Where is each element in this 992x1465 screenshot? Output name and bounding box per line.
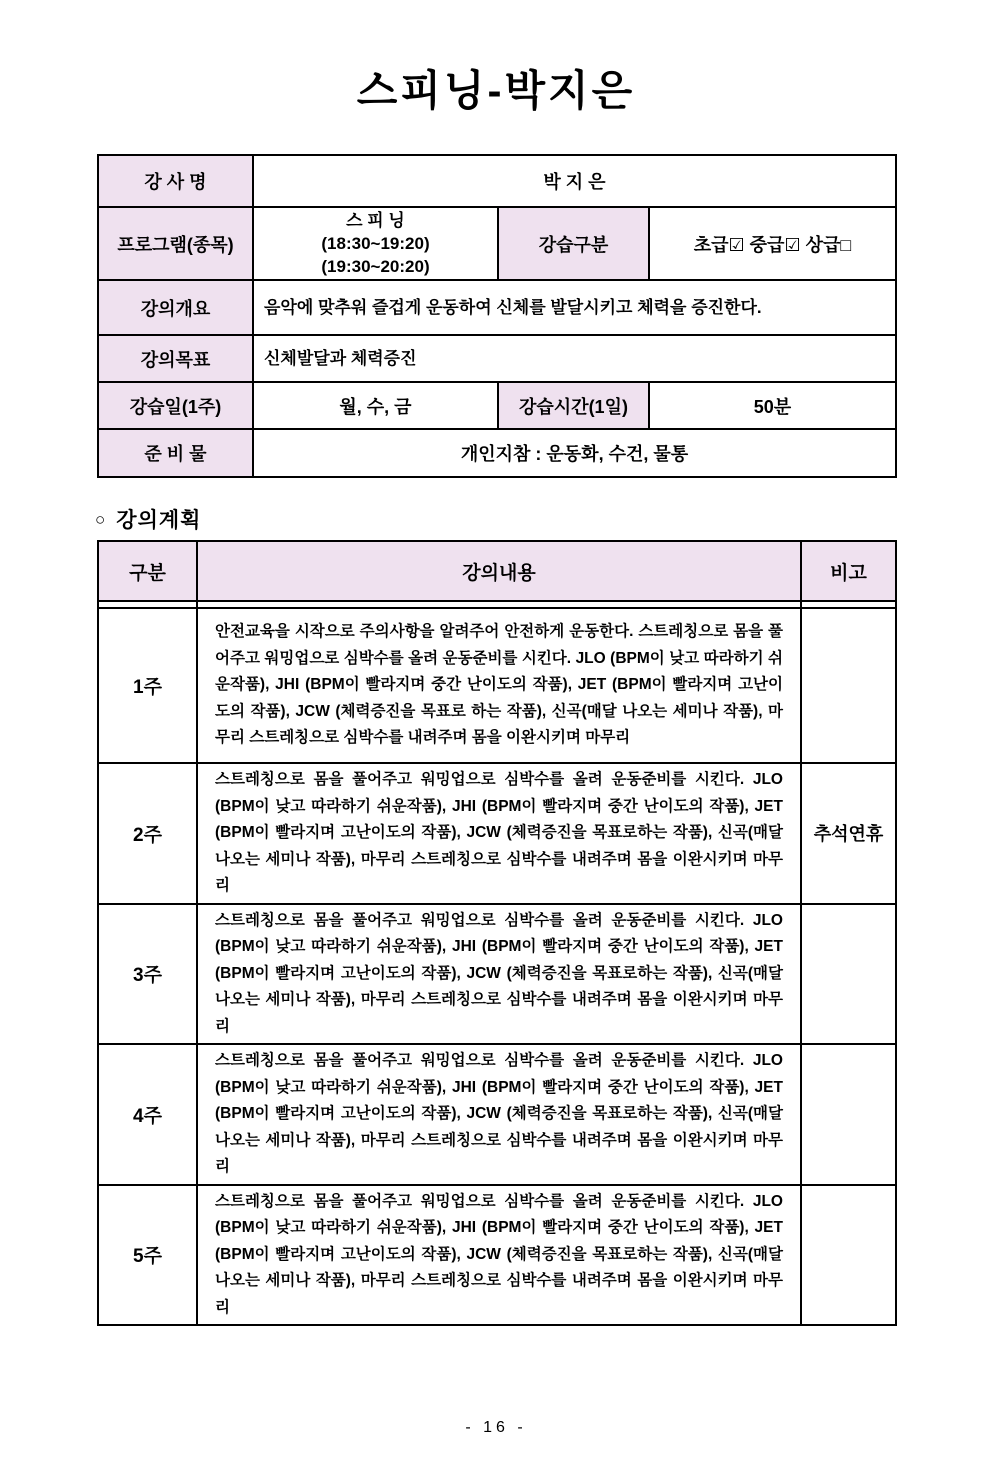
- separator-cell: [801, 601, 896, 608]
- week-label: 3주: [98, 904, 197, 1045]
- week-label: 1주: [98, 608, 197, 763]
- overview-label: 강의개요: [98, 280, 253, 335]
- program-row: [98, 207, 896, 280]
- lecture-plan-table: [97, 540, 897, 1326]
- days-label: 강습일(1주): [98, 382, 253, 429]
- plan-row-week5: [98, 1185, 896, 1326]
- instructor-name-value: 박 지 은: [253, 155, 896, 207]
- program-label: 프로그램(종목): [98, 207, 253, 280]
- week-note: [801, 1044, 896, 1185]
- plan-row-week2: [98, 763, 896, 904]
- document-page: [0, 62, 992, 1465]
- week-label: 5주: [98, 1185, 197, 1326]
- overview-row: [98, 280, 896, 335]
- class-level-label: 강습구분: [498, 207, 649, 280]
- week-content: 안전교육을 시작으로 주의사항을 알려주어 안전하게 운동한다. 스트레칭으로 몸을 풀어주고 워밍업으로 심박수를 올려 운동준비를 시킨다. JLO (BPM이 낮고 따라하기 쉬운작품), JHI (BPM이 빨라지며 중간 난이도의 작품), JET (BPM이 빨라지며 고난이도의 작품), JCW (체력증진을 목표로 하는 작품), 신곡(매달 나오는 세미나 작품), 마무리 스트레칭으로 심박수를 내려주며 몸을 이완시키며 마무리: [197, 608, 801, 763]
- plan-col-week-header: 구분: [98, 541, 197, 601]
- page-title: 스피닝-박지은: [356, 67, 636, 114]
- separator-cell: [98, 601, 197, 608]
- instructor-name-label: 강 사 명: [98, 155, 253, 207]
- supplies-value: 개인지참 : 운동화, 수건, 물통: [253, 429, 896, 477]
- supplies-label: 준 비 물: [98, 429, 253, 477]
- time-label: 강습시간(1일): [498, 382, 649, 429]
- days-value: 월, 수, 금: [253, 382, 498, 429]
- week-note: 추석연휴: [801, 763, 896, 904]
- week-content: 스트레칭으로 몸을 풀어주고 워밍업으로 심박수를 올려 운동준비를 시킨다. JLO (BPM이 낮고 따라하기 쉬운작품), JHI (BPM이 빨라지며 중간 난이도의 작품), JET (BPM이 빨라지며 고난이도의 작품), JCW (체력증진을 목표로하는 작품), 신곡(매달 나오는 세미나 작품), 마무리 스트레칭으로 심박수를 내려주며 몸을 이완시키며 마무리: [197, 904, 801, 1045]
- week-content: 스트레칭으로 몸을 풀어주고 워밍업으로 심박수를 올려 운동준비를 시킨다. JLO (BPM이 낮고 따라하기 쉬운작품), JHI (BPM이 빨라지며 중간 난이도의 작품), JET (BPM이 빨라지며 고난이도의 작품), JCW (체력증진을 목표로하는 작품), 신곡(매달 나오는 세미나 작품), 마무리 스트레칭으로 심박수를 내려주며 몸을 이완시키며 마무리: [197, 763, 801, 904]
- goal-label: 강의목표: [98, 335, 253, 382]
- separator-cell: [197, 601, 801, 608]
- plan-row-week4: [98, 1044, 896, 1185]
- week-content: 스트레칭으로 몸을 풀어주고 워밍업으로 심박수를 올려 운동준비를 시킨다. JLO (BPM이 낮고 따라하기 쉬운작품), JHI (BPM이 빨라지며 중간 난이도의 작품), JET (BPM이 빨라지며 고난이도의 작품), JCW (체력증진을 목표로하는 작품), 신곡(매달 나오는 세미나 작품), 마무리 스트레칭으로 심박수를 내려주며 몸을 이완시키며 마무리: [197, 1044, 801, 1185]
- plan-section-heading: [95, 504, 992, 534]
- plan-header-row: [98, 541, 896, 601]
- plan-heading-text: 강의계획: [116, 509, 202, 532]
- circle-bullet-icon: ○: [95, 510, 107, 529]
- class-level-checkboxes: 초급☑ 중급☑ 상급□: [649, 207, 896, 280]
- page-number: - 16 -: [465, 1419, 527, 1436]
- program-time-1: (18:30~19:20): [321, 234, 430, 253]
- week-note: [801, 904, 896, 1045]
- time-value: 50분: [649, 382, 896, 429]
- overview-value: 음악에 맞추워 즐겁게 운동하여 신체를 발달시키고 체력을 증진한다.: [253, 280, 896, 335]
- week-note: [801, 608, 896, 763]
- supplies-row: [98, 429, 896, 477]
- plan-separator-row: [98, 601, 896, 608]
- program-time-2: (19:30~20:20): [321, 257, 430, 276]
- plan-col-note-header: 비고: [801, 541, 896, 601]
- program-name: 스 피 닝: [346, 211, 405, 230]
- program-value: [253, 207, 498, 280]
- instructor-row: [98, 155, 896, 207]
- week-label: 2주: [98, 763, 197, 904]
- plan-col-content-header: 강의내용: [197, 541, 801, 601]
- plan-row-week1: [98, 608, 896, 763]
- schedule-row: [98, 382, 896, 429]
- week-note: [801, 1185, 896, 1326]
- week-content: 스트레칭으로 몸을 풀어주고 워밍업으로 심박수를 올려 운동준비를 시킨다. JLO (BPM이 낮고 따라하기 쉬운작품), JHI (BPM이 빨라지며 중간 난이도의 작품), JET (BPM이 빨라지며 고난이도의 작품), JCW (체력증진을 목표로하는 작품), 신곡(매달 나오는 세미나 작품), 마무리 스트레칭으로 심박수를 내려주며 몸을 이완시키며 마무리: [197, 1185, 801, 1326]
- instructor-info-table: [97, 154, 897, 478]
- goal-value: 신체발달과 체력증진: [253, 335, 896, 382]
- goal-row: [98, 335, 896, 382]
- week-label: 4주: [98, 1044, 197, 1185]
- plan-row-week3: [98, 904, 896, 1045]
